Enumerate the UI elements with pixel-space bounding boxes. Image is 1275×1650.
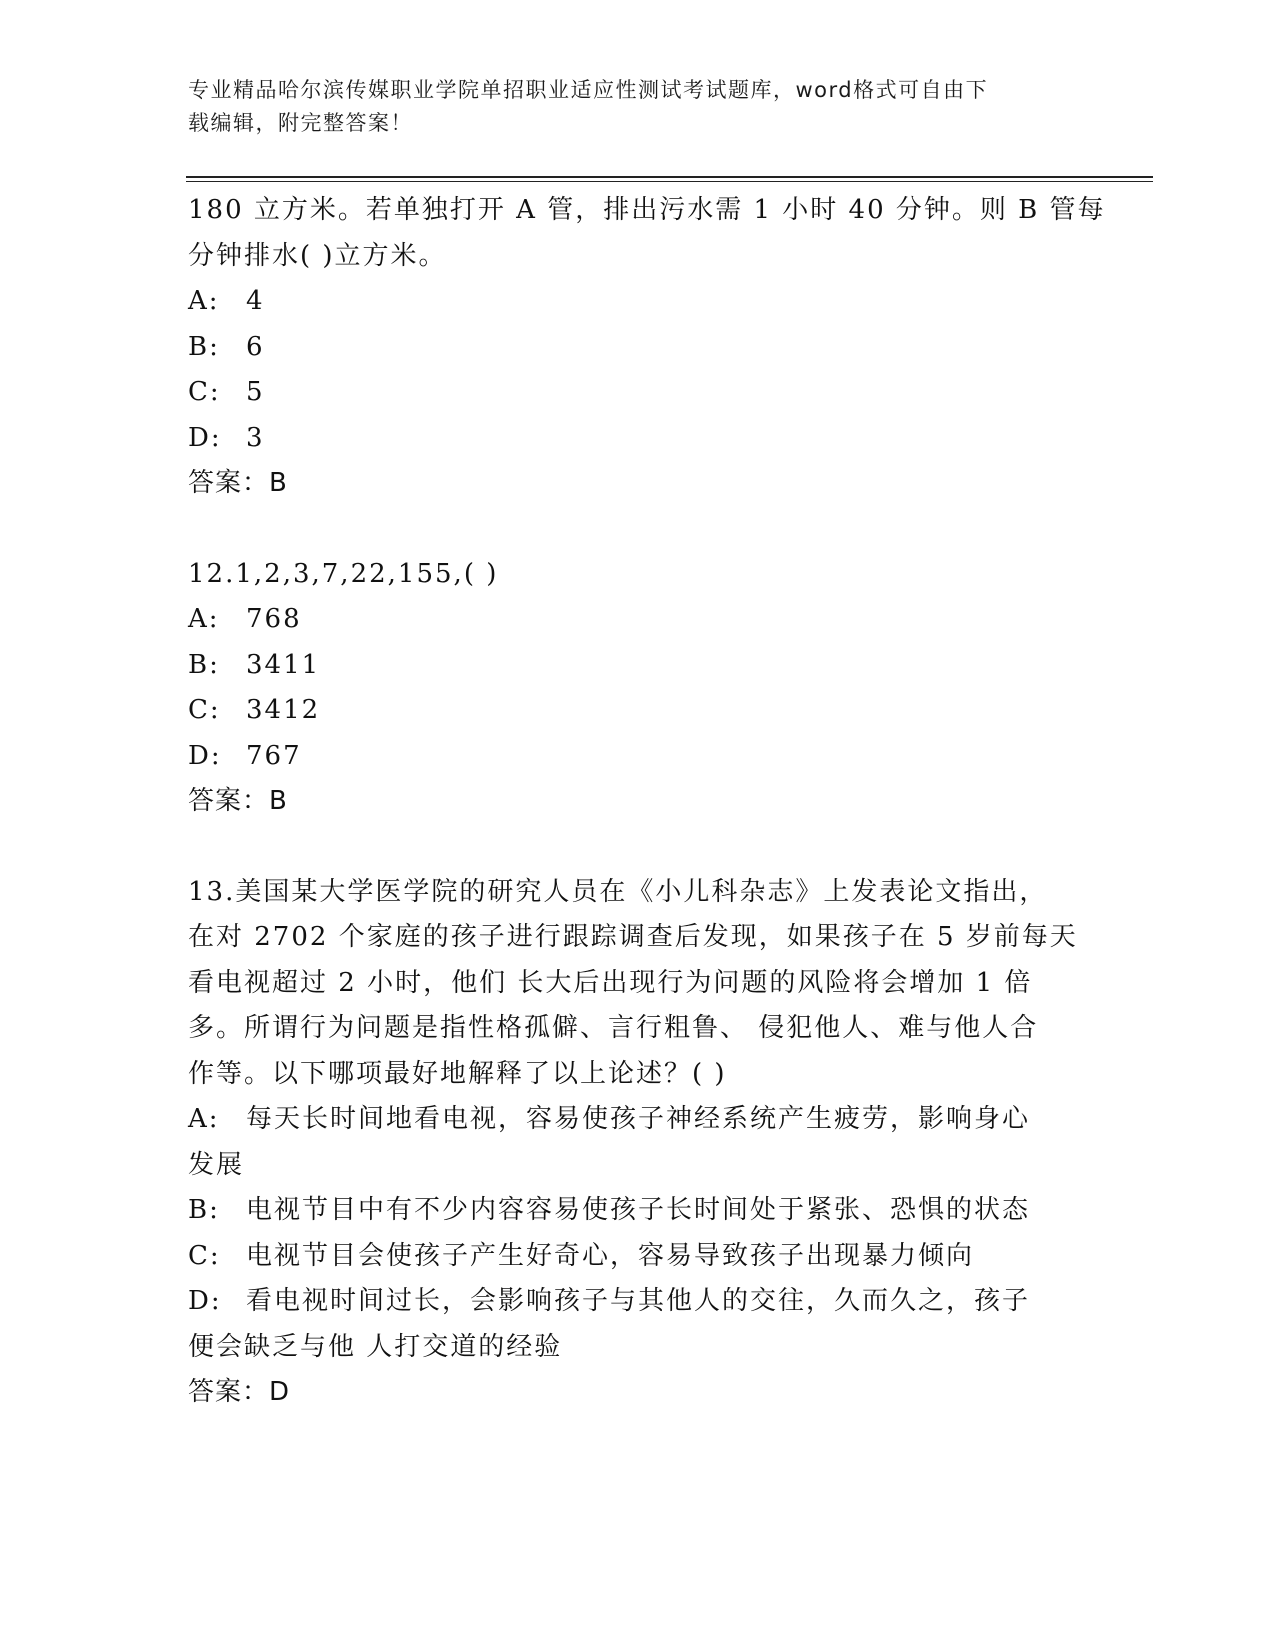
- option-b: [188, 1188, 1088, 1234]
- option-letter: C:: [188, 695, 221, 725]
- option-text: 3412: [246, 695, 321, 725]
- question-12: [188, 552, 1088, 825]
- option-b: [188, 643, 1088, 689]
- option-text-continued: 发展: [188, 1149, 245, 1180]
- question-13: [188, 870, 1088, 1416]
- option-text: 767: [246, 740, 302, 771]
- question-stem-line: 看电视超过 2 小时，他们 长大后出现行为问题的风险将会增加 1 倍: [188, 967, 1033, 998]
- option-text: 6: [246, 331, 265, 362]
- option-text: 5: [246, 377, 265, 407]
- option-d: [188, 416, 1088, 462]
- question-content: [188, 188, 1106, 1416]
- option-text-continued: 便会缺乏与他 人打交道的经验: [188, 1331, 563, 1362]
- option-text: 看电视时间过长，会影响孩子与其他人的交往，久而久之，孩子: [246, 1286, 1031, 1316]
- option-a: [188, 279, 1088, 325]
- question-stem-line: 13.美国某大学医学院的研究人员在《小儿科杂志》上发表论文指出，: [188, 876, 1048, 907]
- option-c: [188, 1234, 1088, 1280]
- option-b: [188, 325, 1088, 371]
- document-header: [188, 74, 1068, 140]
- option-d: [188, 1279, 1088, 1370]
- option-letter: B:: [188, 649, 220, 680]
- option-letter: A:: [188, 604, 220, 634]
- option-a: [188, 597, 1088, 643]
- option-text: 每天长时间地看电视，容易使孩子神经系统产生疲劳，影响身心: [246, 1104, 1031, 1134]
- question-stem-line: 作等。以下哪项最好地解释了以上论述？( ): [188, 1058, 727, 1089]
- question-stem-line: 分钟排水( )立方米。: [188, 240, 447, 271]
- question-stem-line: 多。所谓行为问题是指性格孤僻、言行粗鲁、 侵犯他人、难与他人合: [188, 1013, 1039, 1043]
- option-text: 768: [246, 604, 302, 634]
- option-letter: D:: [188, 422, 222, 453]
- question-stem-line: 在对 2702 个家庭的孩子进行跟踪调查后发现，如果孩子在 5 岁前每天: [188, 922, 1078, 952]
- question-11: [188, 188, 1106, 507]
- question-stem-line: 180 立方米。若单独打开 A 管，排出污水需 1 小时 40 分钟。则 B 管每: [188, 195, 1106, 225]
- answer-label: 答案：B: [188, 468, 288, 498]
- option-letter: D:: [188, 740, 222, 771]
- answer-label: 答案：B: [188, 786, 288, 816]
- option-letter: A:: [188, 286, 220, 316]
- option-text: 4: [246, 286, 265, 316]
- option-text: 电视节目中有不少内容容易使孩子长时间处于紧张、恐惧的状态: [246, 1195, 1031, 1225]
- option-text: 电视节目会使孩子产生好奇心，容易导致孩子出现暴力倾向: [246, 1240, 975, 1271]
- option-a: [188, 1097, 1088, 1188]
- spacer: [188, 507, 1088, 552]
- header-rule-thick: [186, 176, 1153, 178]
- option-letter: B:: [188, 1195, 220, 1225]
- question-stem: 12.1,2,3,7,22,155,( ): [188, 558, 499, 589]
- option-letter: A:: [188, 1104, 220, 1134]
- answer-label: 答案：D: [188, 1377, 291, 1407]
- spacer: [188, 825, 1088, 870]
- option-c: [188, 688, 1088, 734]
- header-line-1: 专业精品哈尔滨传媒职业学院单招职业适应性测试考试题库，word格式可自由下: [188, 78, 989, 102]
- option-letter: D:: [188, 1286, 222, 1316]
- option-d: [188, 734, 1088, 780]
- option-letter: B:: [188, 331, 220, 362]
- option-text: 3: [246, 422, 265, 453]
- header-line-2: 载编辑，附完整答案！: [188, 111, 413, 135]
- header-rule-thin: [186, 181, 1153, 182]
- option-letter: C:: [188, 377, 221, 407]
- option-c: [188, 370, 1088, 416]
- option-letter: C:: [188, 1240, 221, 1271]
- option-text: 3411: [246, 649, 321, 680]
